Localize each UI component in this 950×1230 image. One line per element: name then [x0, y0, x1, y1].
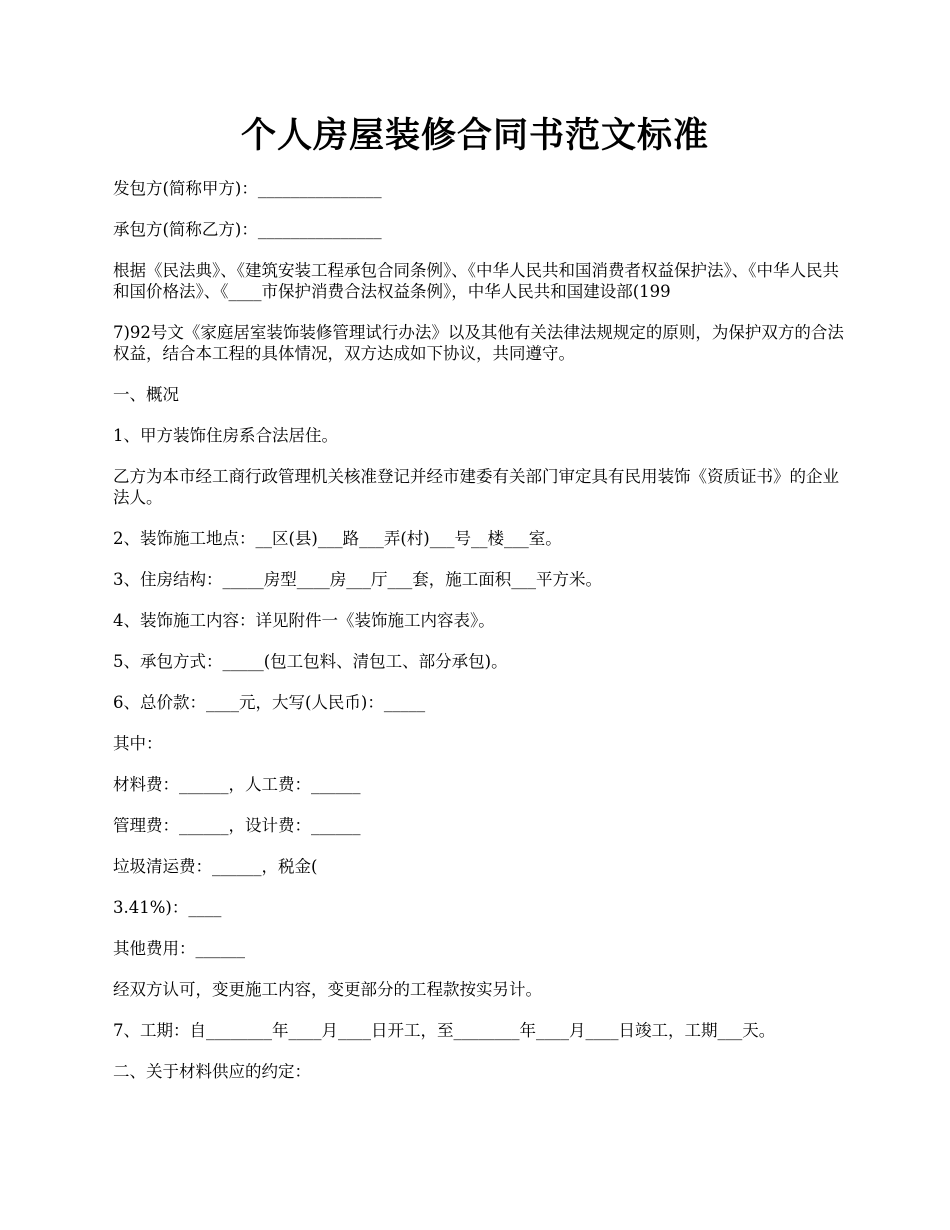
section-heading-overview: 一、概况: [113, 385, 179, 404]
clause-7-schedule: 7、工期：自________年____月____日开工，至________年____月____日竣工，工期___天。: [113, 1021, 776, 1040]
clause-2-location: 2、装饰施工地点：__区(县)___路___弄(村)___号__楼___室。: [113, 529, 562, 548]
clause-4-content: 4、装饰施工内容：详见附件一《装饰施工内容表》。: [113, 611, 495, 630]
legal-basis-continued-paragraph: 7)92号文《家庭居室装饰装修管理试行办法》以及其他有关法律法规规定的原则，为保护双方的合法权益，结合本工程的具体情况，双方达成如下协议，共同遵守。: [113, 323, 844, 363]
document-body: [113, 178, 853, 1102]
change-terms-paragraph: 经双方认可，变更施工内容，变更部分的工程款按实另计。: [113, 980, 542, 999]
tax-rate-line: 3.41%)：____: [113, 898, 222, 917]
clause-1: 1、甲方装饰住房系合法居住。: [113, 426, 338, 445]
legal-basis-paragraph: 根据《民法典》、《建筑安装工程承包合同条例》、《中华人民共和国消费者权益保护法》、《中华人民共和国价格法》、《____市保护消费合法权益条例》，中华人民共和国建设部(199: [113, 261, 839, 301]
party-b-line: 承包方(简称乙方)：_______________: [113, 220, 382, 239]
clause-6-total-price: 6、总价款：____元，大写(人民币)：_____: [113, 693, 426, 712]
waste-tax-fee-line: 垃圾清运费：______，税金(: [113, 857, 318, 876]
section-heading-materials: 二、关于材料供应的约定：: [113, 1062, 311, 1081]
material-labor-fee-line: 材料费：______，人工费：______: [113, 775, 361, 794]
other-fees-line: 其他费用：______: [113, 939, 245, 958]
price-breakdown-label: 其中：: [113, 734, 163, 753]
document-title: 个人房屋装修合同书范文标准: [240, 115, 709, 156]
clause-3-structure: 3、住房结构：_____房型____房___厅___套，施工面积___平方米。: [113, 570, 602, 589]
clause-5-method: 5、承包方式：_____(包工包料、清包工、部分承包)。: [113, 652, 508, 671]
contractor-qualification-paragraph: 乙方为本市经工商行政管理机关核准登记并经市建委有关部门审定具有民用装饰《资质证书》的企业法人。: [113, 467, 839, 507]
party-a-line: 发包方(简称甲方)：_______________: [113, 179, 382, 198]
management-design-fee-line: 管理费：______，设计费：______: [113, 816, 361, 835]
